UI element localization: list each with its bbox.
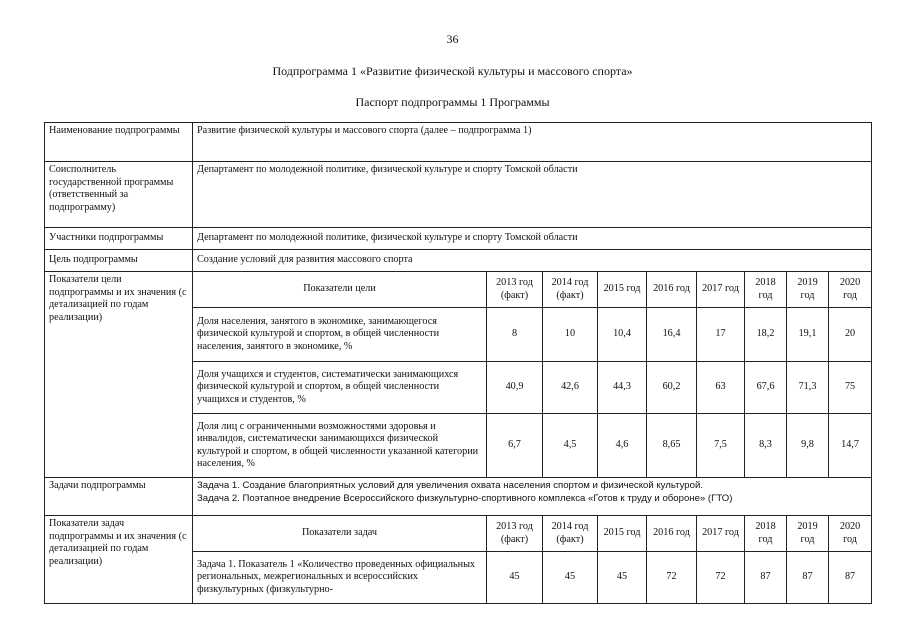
indicator-value: 8 — [487, 308, 543, 362]
row-label: Цель подпрограммы — [45, 250, 193, 272]
indicator-value: 10,4 — [598, 308, 647, 362]
indicator-name: Доля лиц с ограниченными возможностями здоровья и инвалидов, систематически занимающихся физической культурой и спортом, в общей численности указанной категории населения, % — [193, 414, 487, 478]
indicator-value: 44,3 — [598, 362, 647, 414]
row-label: Соисполнитель государственной программы (ответственный за подпрограмму) — [45, 162, 193, 228]
indicator-value: 71,3 — [787, 362, 829, 414]
indicator-name: Доля населения, занятого в экономике, занимающегося физической культурой и спортом, в общей численности населения, занятого в экономике, % — [193, 308, 487, 362]
indicator-value: 63 — [697, 362, 745, 414]
indicator-value: 45 — [598, 552, 647, 604]
year-header: 2015 год — [598, 272, 647, 308]
row-label: Показатели задач подпрограммы и их значения (с детализацией по годам реализации) — [45, 516, 193, 604]
tasks-list — [193, 478, 872, 516]
task-indicators-header-row — [45, 516, 872, 552]
passport-table — [44, 122, 872, 604]
row-label: Задачи подпрограммы — [45, 478, 193, 516]
indicator-value: 18,2 — [745, 308, 787, 362]
indicator-value: 72 — [647, 552, 697, 604]
year-header: 2020 год — [829, 272, 872, 308]
indicator-value: 87 — [745, 552, 787, 604]
row-label: Наименование подпрограммы — [45, 123, 193, 162]
indicator-value: 40,9 — [487, 362, 543, 414]
indicator-value: 75 — [829, 362, 872, 414]
indicator-value: 10 — [543, 308, 598, 362]
year-header: 2020 год — [829, 516, 872, 552]
indicator-value: 7,5 — [697, 414, 745, 478]
year-header: 2016 год — [647, 516, 697, 552]
indicator-value: 72 — [697, 552, 745, 604]
year-header: 2013 год (факт) — [487, 272, 543, 308]
indicator-value: 87 — [829, 552, 872, 604]
year-header: 2014 год (факт) — [543, 516, 598, 552]
year-header: 2017 год — [697, 272, 745, 308]
row-goal — [45, 250, 872, 272]
row-tasks — [45, 478, 872, 516]
indicator-value: 42,6 — [543, 362, 598, 414]
row-coexecutor — [45, 162, 872, 228]
year-header: 2015 год — [598, 516, 647, 552]
year-header: 2019 год — [787, 516, 829, 552]
indicator-value: 45 — [543, 552, 598, 604]
row-participants — [45, 228, 872, 250]
passport-subtitle: Паспорт подпрограммы 1 Программы — [355, 95, 550, 109]
indicator-value: 87 — [787, 552, 829, 604]
indicator-name: Доля учащихся и студентов, систематически занимающихся физической культурой и спортом, в общей численности учащихся и студентов, % — [193, 362, 487, 414]
year-header: 2014 год (факт) — [543, 272, 598, 308]
year-header: 2018 год — [745, 272, 787, 308]
year-header: 2018 год — [745, 516, 787, 552]
task-item: Задача 1. Создание благоприятных условий для увеличения охвата населения спортом и физической культурой. — [197, 480, 703, 491]
year-header: 2016 год — [647, 272, 697, 308]
indicator-value: 45 — [487, 552, 543, 604]
year-header: 2013 год (факт) — [487, 516, 543, 552]
goal-indicators-header-row — [45, 272, 872, 308]
indicator-value: 16,4 — [647, 308, 697, 362]
task-item: Задача 2. Поэтапное внедрение Всероссийского физкультурно-спортивного комплекса «Готов к труду и обороне» (ГТО) — [197, 492, 733, 504]
row-value: Департамент по молодежной политике, физической культуре и спорту Томской области — [193, 228, 872, 250]
indicator-header: Показатели цели — [193, 272, 487, 308]
indicator-name: Задача 1. Показатель 1 «Количество проведенных официальных региональных, межрегиональных и всероссийских физкультурных (физкультурно- — [193, 552, 487, 604]
indicator-value: 4,6 — [598, 414, 647, 478]
indicator-value: 60,2 — [647, 362, 697, 414]
indicator-value: 8,3 — [745, 414, 787, 478]
indicator-value: 17 — [697, 308, 745, 362]
year-header: 2019 год — [787, 272, 829, 308]
indicator-value: 19,1 — [787, 308, 829, 362]
subprogram-title: Подпрограмма 1 «Развитие физической культуры и массового спорта» — [272, 64, 633, 78]
indicator-value: 9,8 — [787, 414, 829, 478]
indicator-value: 20 — [829, 308, 872, 362]
indicator-header: Показатели задач — [193, 516, 487, 552]
row-value: Развитие физической культуры и массового спорта (далее – подпрограмма 1) — [193, 123, 872, 162]
indicator-value: 8,65 — [647, 414, 697, 478]
row-name — [45, 123, 872, 162]
indicator-value: 4,5 — [543, 414, 598, 478]
page-number: 36 — [446, 32, 459, 46]
row-label: Участники подпрограммы — [45, 228, 193, 250]
year-header: 2017 год — [697, 516, 745, 552]
indicator-value: 14,7 — [829, 414, 872, 478]
indicator-value: 67,6 — [745, 362, 787, 414]
row-label: Показатели цели подпрограммы и их значения (с детализацией по годам реализации) — [45, 272, 193, 478]
row-value: Создание условий для развития массового спорта — [193, 250, 872, 272]
row-value: Департамент по молодежной политике, физической культуре и спорту Томской области — [193, 162, 872, 228]
indicator-value: 6,7 — [487, 414, 543, 478]
